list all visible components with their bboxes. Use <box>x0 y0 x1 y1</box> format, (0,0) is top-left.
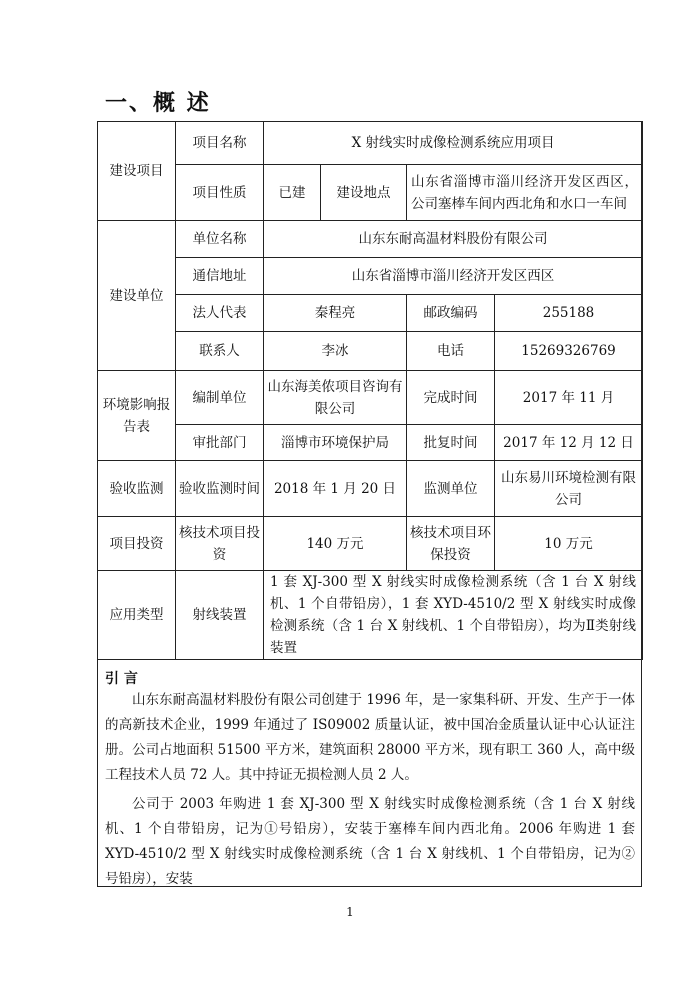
approval-dept-value: 淄博市环境保护局 <box>264 425 407 461</box>
location-label: 建设地点 <box>321 165 407 221</box>
legal-rep-value: 秦程亮 <box>264 295 407 332</box>
postcode-value: 255188 <box>495 295 643 332</box>
acceptance-group-label: 验收监测 <box>98 461 176 517</box>
eia-group-label: 环境影响报告表 <box>98 371 176 461</box>
phone-value: 15269326769 <box>495 332 643 371</box>
nuclear-invest-value: 140 万元 <box>264 517 407 571</box>
finish-time-value: 2017 年 11 月 <box>495 371 643 425</box>
monitor-time-label: 验收监测时间 <box>176 461 264 517</box>
project-group-label: 建设项目 <box>98 122 176 221</box>
monitor-unit-value: 山东易川环境检测有限公司 <box>495 461 643 517</box>
intro-paragraph-1: 山东东耐高温材料股份有限公司创建于 1996 年，是一家集科研、开发、生产于一体的高新技术企业，1999 年通过了 IS09002 质量认证，被中国冶金质量认证中心认证注册。公司占地面积 51500 平方米，建筑面积 28000 平方米，现有职工 360 人，高中级工程技术人员 72 人。其中持证无损检测人员 2 人。 <box>105 692 635 783</box>
legal-rep-label: 法人代表 <box>176 295 264 332</box>
unit-group-label: 建设单位 <box>98 221 176 371</box>
project-name-value: X 射线实时成像检测系统应用项目 <box>264 122 643 165</box>
approval-dept-label: 审批部门 <box>176 425 264 461</box>
address-value: 山东省淄博市淄川经济开发区西区 <box>264 258 643 295</box>
unit-name-label: 单位名称 <box>176 221 264 258</box>
compiler-label: 编制单位 <box>176 371 264 425</box>
contact-value: 李冰 <box>264 332 407 371</box>
postcode-label: 邮政编码 <box>407 295 495 332</box>
device-value: 1 套 XJ-300 型 X 射线实时成像检测系统（含 1 台 X 射线机、1 个自带铅房），1 套 XYD-4510/2 型 X 射线实时成像检测系统（含 1 台 X 射线机、1 个自带铅房），均为Ⅱ类射线装置 <box>264 571 643 660</box>
location-value: 山东省淄博市淄川经济开发区西区，公司塞棒车间内西北角和水口一车间 <box>407 165 643 221</box>
nuclear-invest-label: 核技术项目投资 <box>176 517 264 571</box>
project-info-table <box>97 121 643 660</box>
device-label: 射线装置 <box>176 571 264 660</box>
address-label: 通信地址 <box>176 258 264 295</box>
project-name-label: 项目名称 <box>176 122 264 165</box>
compiler-value: 山东海美侬项目咨询有限公司 <box>264 371 407 425</box>
phone-label: 电话 <box>407 332 495 371</box>
monitor-time-value: 2018 年 1 月 20 日 <box>264 461 407 517</box>
env-invest-label: 核技术项目环保投资 <box>407 517 495 571</box>
page-title: 一、概 述 <box>105 91 211 116</box>
finish-time-label: 完成时间 <box>407 371 495 425</box>
intro-paragraph-2: 公司于 2003 年购进 1 套 XJ-300 型 X 射线实时成像检测系统（含 1 台 X 射线机、1 个自带铅房，记为①号铅房），安装于塞棒车间内西北角。2006 年购进 1 套 XYD-4510/2 型 X 射线实时成像检测系统（含 1 台 X 射线机、1 个自带铅房，记为②号铅房），安装 <box>105 796 635 887</box>
unit-name-value: 山东东耐高温材料股份有限公司 <box>264 221 643 258</box>
page-number: 1 <box>346 905 354 919</box>
project-nature-label: 项目性质 <box>176 165 264 221</box>
investment-group-label: 项目投资 <box>98 517 176 571</box>
approval-time-label: 批复时间 <box>407 425 495 461</box>
project-nature-value: 已建 <box>264 165 321 221</box>
monitor-unit-label: 监测单位 <box>407 461 495 517</box>
application-group-label: 应用类型 <box>98 571 176 660</box>
intro-title: 引 言 <box>105 671 138 687</box>
contact-label: 联系人 <box>176 332 264 371</box>
env-invest-value: 10 万元 <box>495 517 643 571</box>
approval-time-value: 2017 年 12 月 12 日 <box>495 425 643 461</box>
